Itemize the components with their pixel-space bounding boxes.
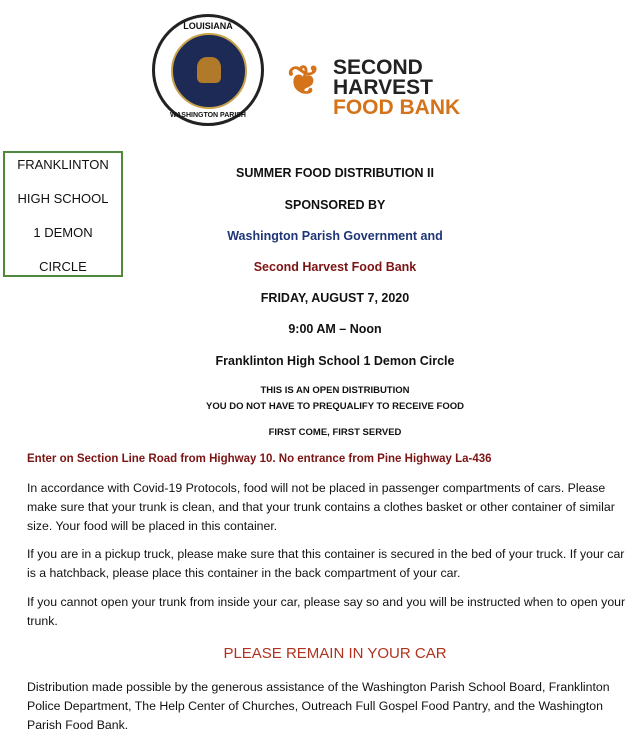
place: Franklinton High School 1 Demon Circle — [215, 354, 455, 368]
location-line: 1 DEMON — [33, 225, 93, 240]
remain-in-car: PLEASE REMAIN IN YOUR CAR — [223, 645, 447, 662]
entrance-note: Enter on Section Line Road from Highway 10. No entrance from Pine Highway La-436 — [27, 453, 492, 465]
location-line: CIRCLE — [39, 259, 87, 274]
paragraph-thanks: Distribution made possible by the generous assistance of the Washington Parish School Board, Franklinton Police Department, The Help Center of Churches, Outreach Full Gospel Food Pantry, and the Washington Parish Food Bank. — [27, 680, 610, 732]
sponsored-by: SPONSORED BY — [284, 198, 386, 212]
first-come: FIRST COME, FIRST SERVED — [268, 427, 402, 438]
location-line: FRANKLINTON — [17, 157, 109, 172]
sponsor-2: Second Harvest Food Bank — [253, 260, 417, 274]
paragraph-protocols: In accordance with Covid-19 Protocols, food will not be placed in passenger compartments of cars. Please make sure that your trunk is clean, and that your trunk contains a clothes basket or other container of similar size. Your food will be placed in this container. — [27, 481, 615, 533]
time: 9:00 AM – Noon — [288, 322, 382, 336]
sponsor-1: Washington Parish Government and — [227, 229, 443, 243]
open-distribution: THIS IS AN OPEN DISTRIBUTION — [260, 385, 410, 396]
date: FRIDAY, AUGUST 7, 2020 — [260, 291, 410, 305]
washington-parish-seal-logo: LOUISIANA WASHINGTON PARISH — [152, 14, 264, 126]
paragraph-trunk: If you cannot open your trunk from inside your car, please say so and you will be instructed when to open your trunk. — [27, 595, 626, 628]
title: SUMMER FOOD DISTRIBUTION II — [236, 166, 434, 180]
flyer: LOUISIANA WASHINGTON PARISH ❦ SECOND HARVEST FOOD BANK FRANKLINTON HIGH SCHOOL 1 DEMON CIRCLE SUMMER FOOD DISTRIBUTION II SPONSORED BY Washington Parish Government and Second Harvest Food Bank FRIDAY, AUGUST 7, 2020 9:00 AM – Noon Franklinton High School 1 Demon Circle THIS IS AN OPEN DISTRIBUTION YOU DO NOT HAVE TO PREQUALIFY TO RECEIVE FOOD FIRST COME, FIRST SERVED Enter on Section Line Road from Highway 10. No entrance from Pine Highway La-436 In accordance with Covid-19 Protocols, food will not be placed in passenger compartments of cars. Please make sure that your trunk is clean, and that your trunk contains a clothes basket or other container of similar size. Your food will be placed in this container. If you are in a pickup truck, please make sure that this container is secured in the bed of your truck. If your car is a hatchback, please place this container in the back compartment of your car. If you cannot open your trunk from inside your car, please say so and you will be instructed when to open your trunk. PLEASE REMAIN IN YOUR CAR Distribution made possible by the generous assistance of the Washington Parish School Board, Franklinton Police Department, The Help Center of Churches, Outreach Full Gospel Food Pantry, and the Washington Parish Food Bank. — [0, 0, 636, 732]
wheat-icon: ❦ — [287, 59, 321, 103]
location-line: HIGH SCHOOL — [17, 191, 109, 206]
no-prequalify: YOU DO NOT HAVE TO PREQUALIFY TO RECEIVE FOOD — [206, 401, 464, 412]
paragraph-pickup: If you are in a pickup truck, please make sure that this container is secured in the bed of your truck. If your car is a hatchback, please place this container in the back compartment of your car. — [27, 547, 625, 580]
